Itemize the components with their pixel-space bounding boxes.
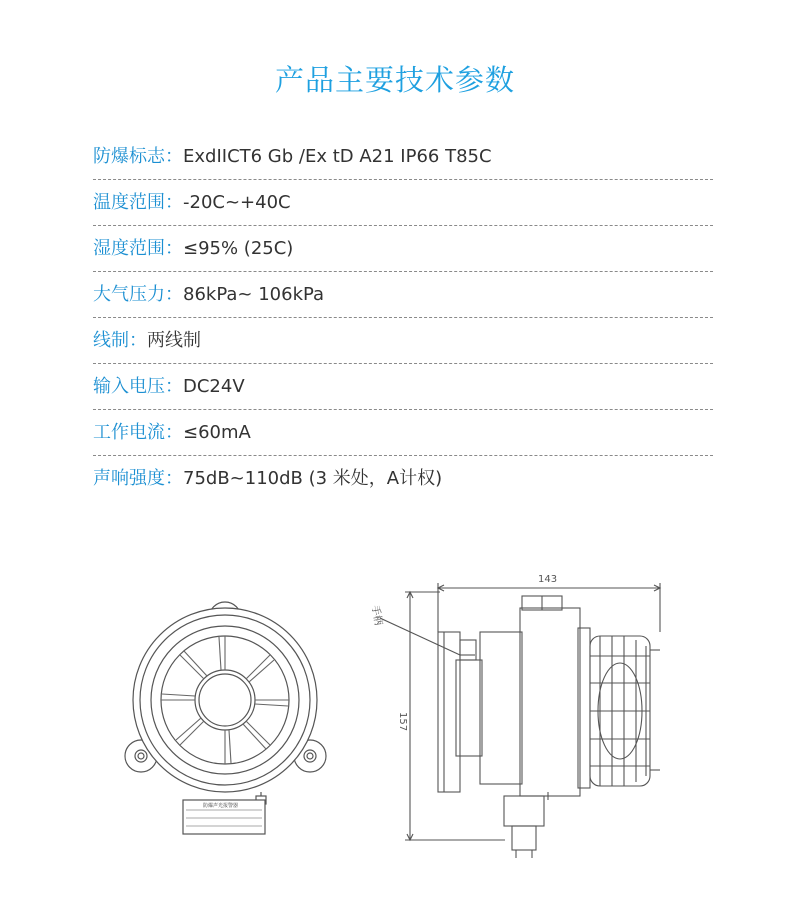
spec-row-wiring	[93, 318, 713, 364]
spec-table	[93, 134, 713, 501]
spec-label: 湿度范围：	[93, 237, 183, 259]
spec-label: 声响强度：	[93, 467, 183, 489]
spec-value: 两线制	[147, 329, 201, 351]
dimension-width: 143	[538, 574, 558, 585]
spec-row-sound-level	[93, 456, 713, 501]
spec-label: 输入电压：	[93, 375, 183, 397]
front-view-drawing	[125, 602, 326, 834]
spec-value: DC24V	[183, 375, 245, 397]
spec-value: ≤60mA	[183, 421, 251, 443]
handle-callout-label: 手柄	[369, 604, 384, 627]
spec-value: 75dB~110dB (3 米处，A计权)	[183, 467, 443, 489]
page-title: 产品主要技术参数	[274, 63, 515, 97]
spec-value: 86kPa~ 106kPa	[183, 283, 325, 305]
spec-label: 温度范围：	[93, 191, 183, 213]
spec-label: 线制：	[93, 329, 147, 351]
spec-row-humidity	[93, 226, 713, 272]
spec-label: 防爆标志：	[93, 145, 183, 167]
spec-row-current	[93, 410, 713, 456]
technical-drawings	[0, 560, 790, 900]
nameplate-title: 防爆声光报警器	[203, 803, 239, 809]
dimension-height: 157	[397, 712, 408, 732]
spec-row-explosion-mark	[93, 134, 713, 180]
spec-value: ≤95% (25C)	[183, 237, 294, 259]
spec-row-pressure	[93, 272, 713, 318]
spec-value: ExdIICT6 Gb /Ex tD A21 IP66 T85C	[183, 145, 492, 167]
spec-value: -20C~+40C	[183, 191, 291, 213]
spec-row-voltage	[93, 364, 713, 410]
spec-label: 工作电流：	[93, 421, 183, 443]
spec-label: 大气压力：	[93, 283, 183, 305]
spec-row-temperature	[93, 180, 713, 226]
side-view-drawing	[380, 583, 660, 858]
